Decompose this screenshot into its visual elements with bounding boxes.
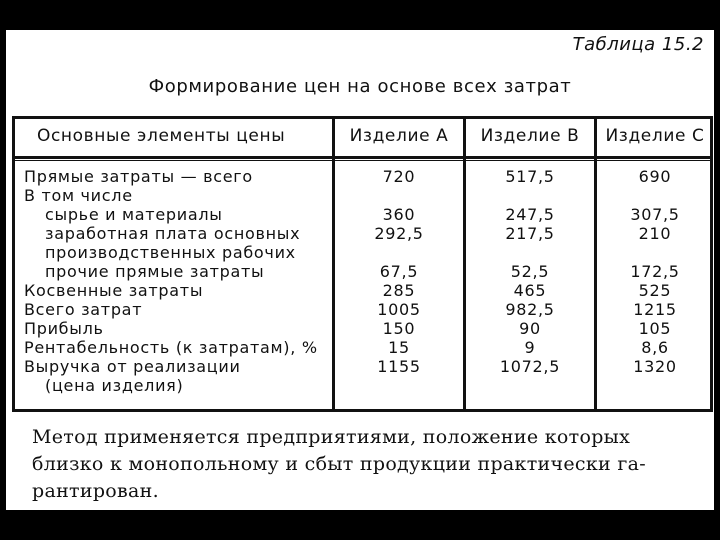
value-b: 217,5: [505, 224, 555, 243]
body-paragraph: [32, 424, 712, 505]
table-row: [15, 376, 710, 395]
value-a: 292,5: [374, 224, 424, 243]
row-label: производственных рабочих: [45, 243, 296, 262]
table-row: [15, 167, 710, 186]
paragraph-line: Метод применяется предприятиями, положение которых: [32, 426, 631, 448]
price-table: [12, 116, 713, 412]
table-row: [15, 357, 710, 376]
value-c: 307,5: [630, 205, 680, 224]
value-a: 285: [382, 281, 416, 300]
value-c: 105: [638, 319, 672, 338]
value-c: 690: [638, 167, 672, 186]
value-a: 1155: [377, 357, 421, 376]
row-label: В том числе: [24, 186, 133, 205]
paragraph-line: близко к монопольному и сбыт продукции практически га-: [32, 453, 646, 475]
table-row: [15, 224, 710, 243]
row-label: Прямые затраты — всего: [24, 167, 253, 186]
row-label: Рентабельность (к затратам), %: [24, 338, 318, 357]
table-row: [15, 262, 710, 281]
document-page: [6, 30, 714, 510]
table-row: [15, 319, 710, 338]
row-label: заработная плата основных: [45, 224, 301, 243]
value-a: 1005: [377, 300, 421, 319]
value-a: 720: [382, 167, 416, 186]
table-number: Таблица 15.2: [572, 34, 704, 55]
value-b: 52,5: [510, 262, 550, 281]
table-row: [15, 205, 710, 224]
header-divider-thin: [15, 160, 710, 161]
row-label: Выручка от реализации: [24, 357, 241, 376]
value-a: 15: [388, 338, 410, 357]
row-label: Косвенные затраты: [24, 281, 204, 300]
table-row: [15, 281, 710, 300]
value-c: 1320: [633, 357, 677, 376]
value-c: 525: [638, 281, 672, 300]
paragraph-line: рантирован.: [32, 480, 159, 502]
value-b: 982,5: [505, 300, 555, 319]
header-divider: [15, 156, 710, 159]
value-b: 9: [524, 338, 536, 357]
table-row: [15, 186, 710, 205]
value-a: 360: [382, 205, 416, 224]
value-b: 517,5: [505, 167, 555, 186]
value-b: 90: [519, 319, 541, 338]
header-product-b: Изделие B: [480, 126, 580, 146]
table-row: [15, 338, 710, 357]
header-elements: Основные элементы цены: [37, 126, 286, 146]
row-label: прочие прямые затраты: [45, 262, 265, 281]
row-label: (цена изделия): [45, 376, 184, 395]
table-row: [15, 243, 710, 262]
value-b: 1072,5: [499, 357, 561, 376]
value-b: 465: [513, 281, 547, 300]
value-c: 8,6: [641, 338, 669, 357]
value-c: 172,5: [630, 262, 680, 281]
value-a: 67,5: [379, 262, 419, 281]
value-a: 150: [382, 319, 416, 338]
header-product-c: Изделие C: [605, 126, 705, 146]
value-c: 1215: [633, 300, 677, 319]
header-product-a: Изделие A: [349, 126, 449, 146]
row-label: Всего затрат: [24, 300, 143, 319]
table-title: Формирование цен на основе всех затрат: [148, 76, 572, 97]
table-row: [15, 300, 710, 319]
value-b: 247,5: [505, 205, 555, 224]
value-c: 210: [638, 224, 672, 243]
row-label: Прибыль: [24, 319, 104, 338]
row-label: сырье и материалы: [45, 205, 223, 224]
